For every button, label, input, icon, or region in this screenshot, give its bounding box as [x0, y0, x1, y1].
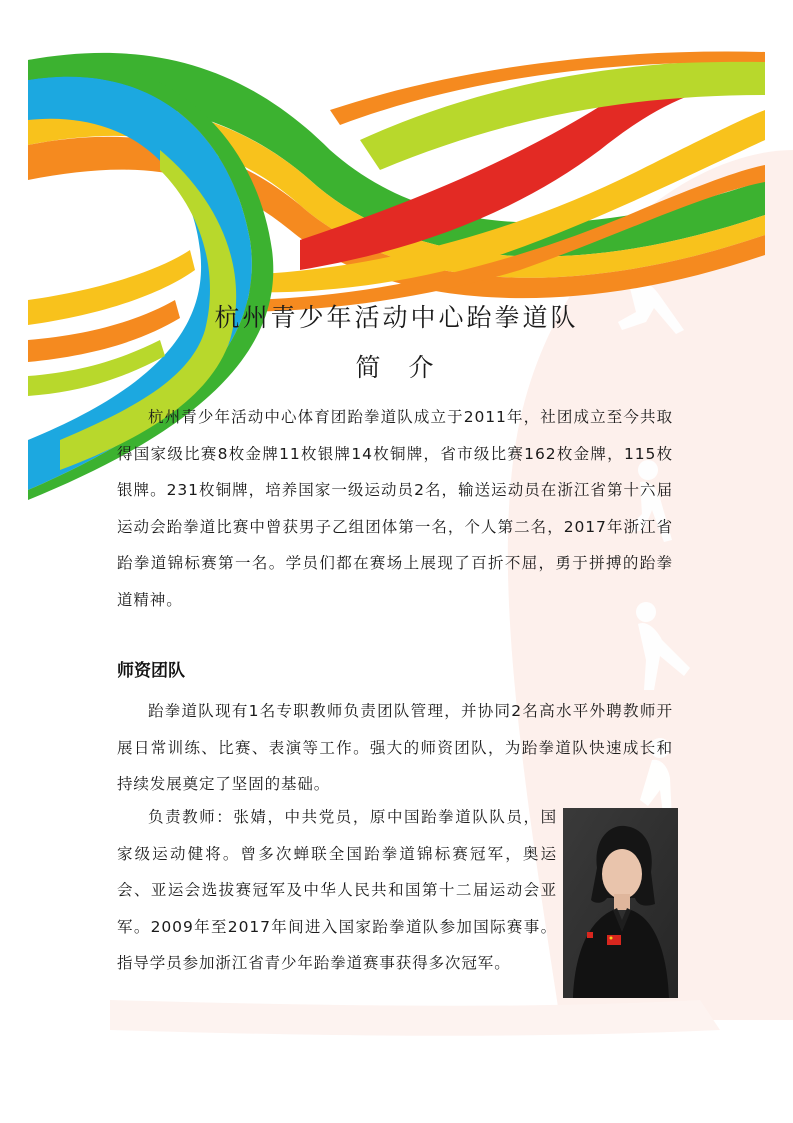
coach-photo — [563, 808, 678, 998]
team-paragraph: 跆拳道队现有1名专职教师负责团队管理，并协同2名高水平外聘教师开展日常训练、比赛、表演等工作。强大的师资团队，为跆拳道队快速成长和持续发展奠定了坚固的基础。 — [117, 702, 673, 794]
section-heading-faculty: 师资团队 — [117, 661, 185, 681]
document-subtitle: 简介 — [355, 353, 462, 382]
coach-paragraph: 负责教师：张婧，中共党员，原中国跆拳道队队员，国家级运动健将。曾多次蝉联全国跆拳道锦标赛冠军，奥运会、亚运会选拔赛冠军及中华人民共和国第十二届运动会亚军。2009年至2017年间进入国家跆拳道队参加国际赛事。指导学员参加浙江省青少年跆拳道赛事获得多次冠军。 — [117, 808, 557, 973]
intro-paragraph: 杭州青少年活动中心体育团跆拳道队成立于2011年，社团成立至今共取得国家级比赛8枚金牌11枚银牌14枚铜牌，省市级比赛162枚金牌，115枚银牌。231枚铜牌，培养国家一级运动员2名，输送运动员在浙江省第十六届运动会跆拳道比赛中曾获男子乙组团体第一名，个人第二名，2017年浙江省跆拳道锦标赛第一名。学员们都在赛场上展现了百折不屈，勇于拼搏的跆拳道精神。 — [117, 408, 673, 609]
document-title: 杭州青少年活动中心跆拳道队 — [214, 303, 579, 332]
